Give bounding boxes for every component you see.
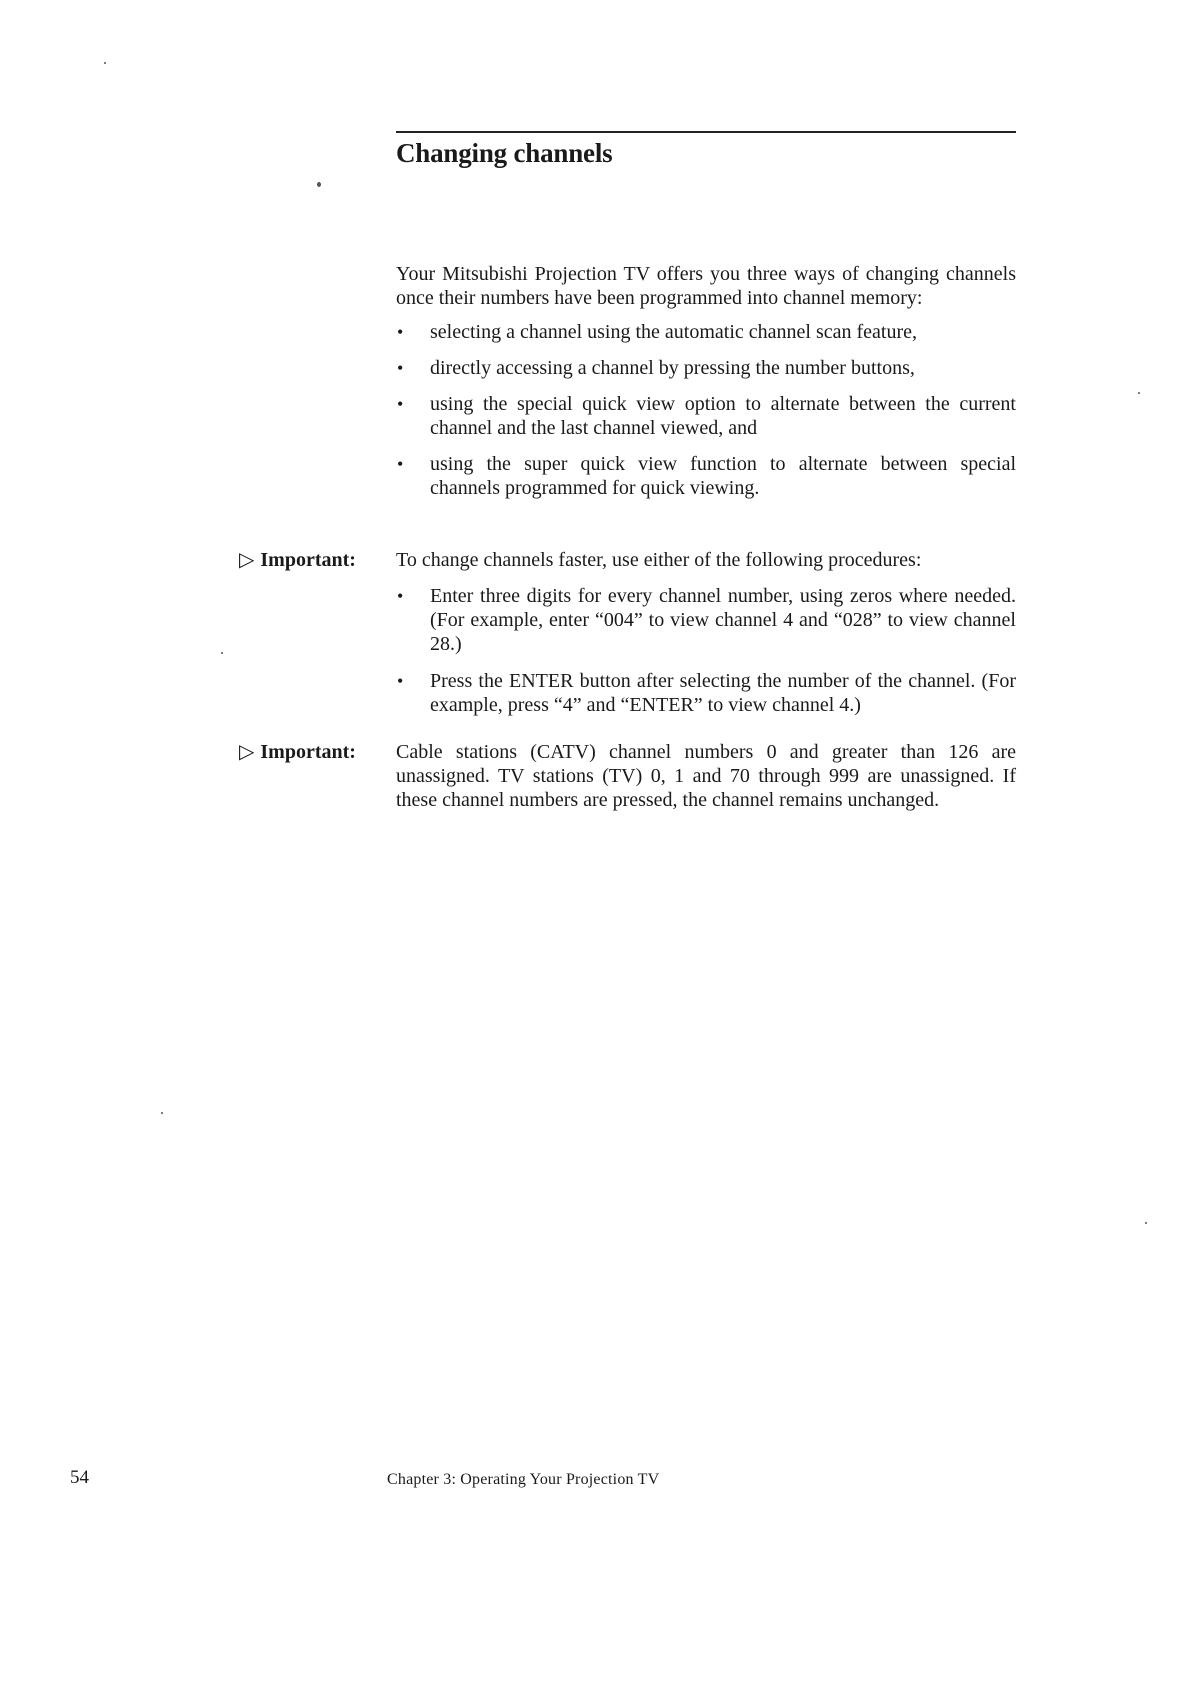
page-number: 54 [70, 1467, 89, 1488]
list-item-text: Enter three digits for every channel number, using zeros where needed. (For example, enter “004” to view channel 4 and “028” to view channel 28.) [430, 585, 1016, 655]
list-item [396, 669, 1016, 717]
bullet-icon: • [397, 358, 404, 378]
important-label [239, 740, 356, 764]
list-item-text: directly accessing a channel by pressing the number buttons, [430, 357, 915, 379]
list-item-text: using the super quick view function to alternate between special channels programmed for quick viewing. [430, 453, 1016, 499]
list-item [396, 584, 1016, 656]
chapter-footer: Chapter 3: Operating Your Projection TV [387, 1471, 660, 1488]
important-label [239, 548, 356, 572]
methods-list [396, 320, 1016, 512]
list-item [396, 320, 1016, 344]
list-item [396, 356, 1016, 380]
triangle-right-icon: ▷ [239, 549, 255, 571]
bullet-icon: • [397, 394, 404, 414]
important-label-text: Important: [260, 741, 356, 763]
page-title: Changing channels [396, 138, 613, 168]
scan-speck [1138, 392, 1140, 394]
list-item-text: selecting a channel using the automatic channel scan feature, [430, 321, 918, 343]
list-item [396, 392, 1016, 440]
scan-speck [161, 1112, 163, 1114]
important-note: To change channels faster, use either of the following procedures: [396, 549, 922, 571]
triangle-right-icon: ▷ [239, 741, 255, 763]
bullet-icon: • [397, 322, 404, 342]
scan-speck [317, 182, 321, 187]
bullet-icon: • [397, 454, 404, 474]
scan-speck [104, 62, 106, 64]
bullet-icon: • [397, 671, 404, 691]
important-label-text: Important: [260, 549, 356, 571]
scan-speck [1145, 1222, 1147, 1224]
list-item [396, 452, 1016, 500]
bullet-icon: • [397, 586, 404, 606]
scan-speck [221, 652, 223, 654]
intro-paragraph: Your Mitsubishi Projection TV offers you three ways of changing channels once their numbers have been programmed into channel memory: [396, 263, 1016, 309]
list-item-text: Press the ENTER button after selecting the number of the channel. (For example, press “4” and “ENTER” to view channel 4.) [430, 670, 1016, 716]
important-note: Cable stations (CATV) channel numbers 0 and greater than 126 are unassigned. TV stations (TV) 0, 1 and 70 through 999 are unassigned. If these channel numbers are pressed, the channel remains unchanged. [396, 741, 1016, 811]
heading-rule [396, 131, 1016, 133]
list-item-text: using the special quick view option to alternate between the current channel and the last channel viewed, and [430, 393, 1016, 439]
procedures-list [396, 584, 1016, 730]
